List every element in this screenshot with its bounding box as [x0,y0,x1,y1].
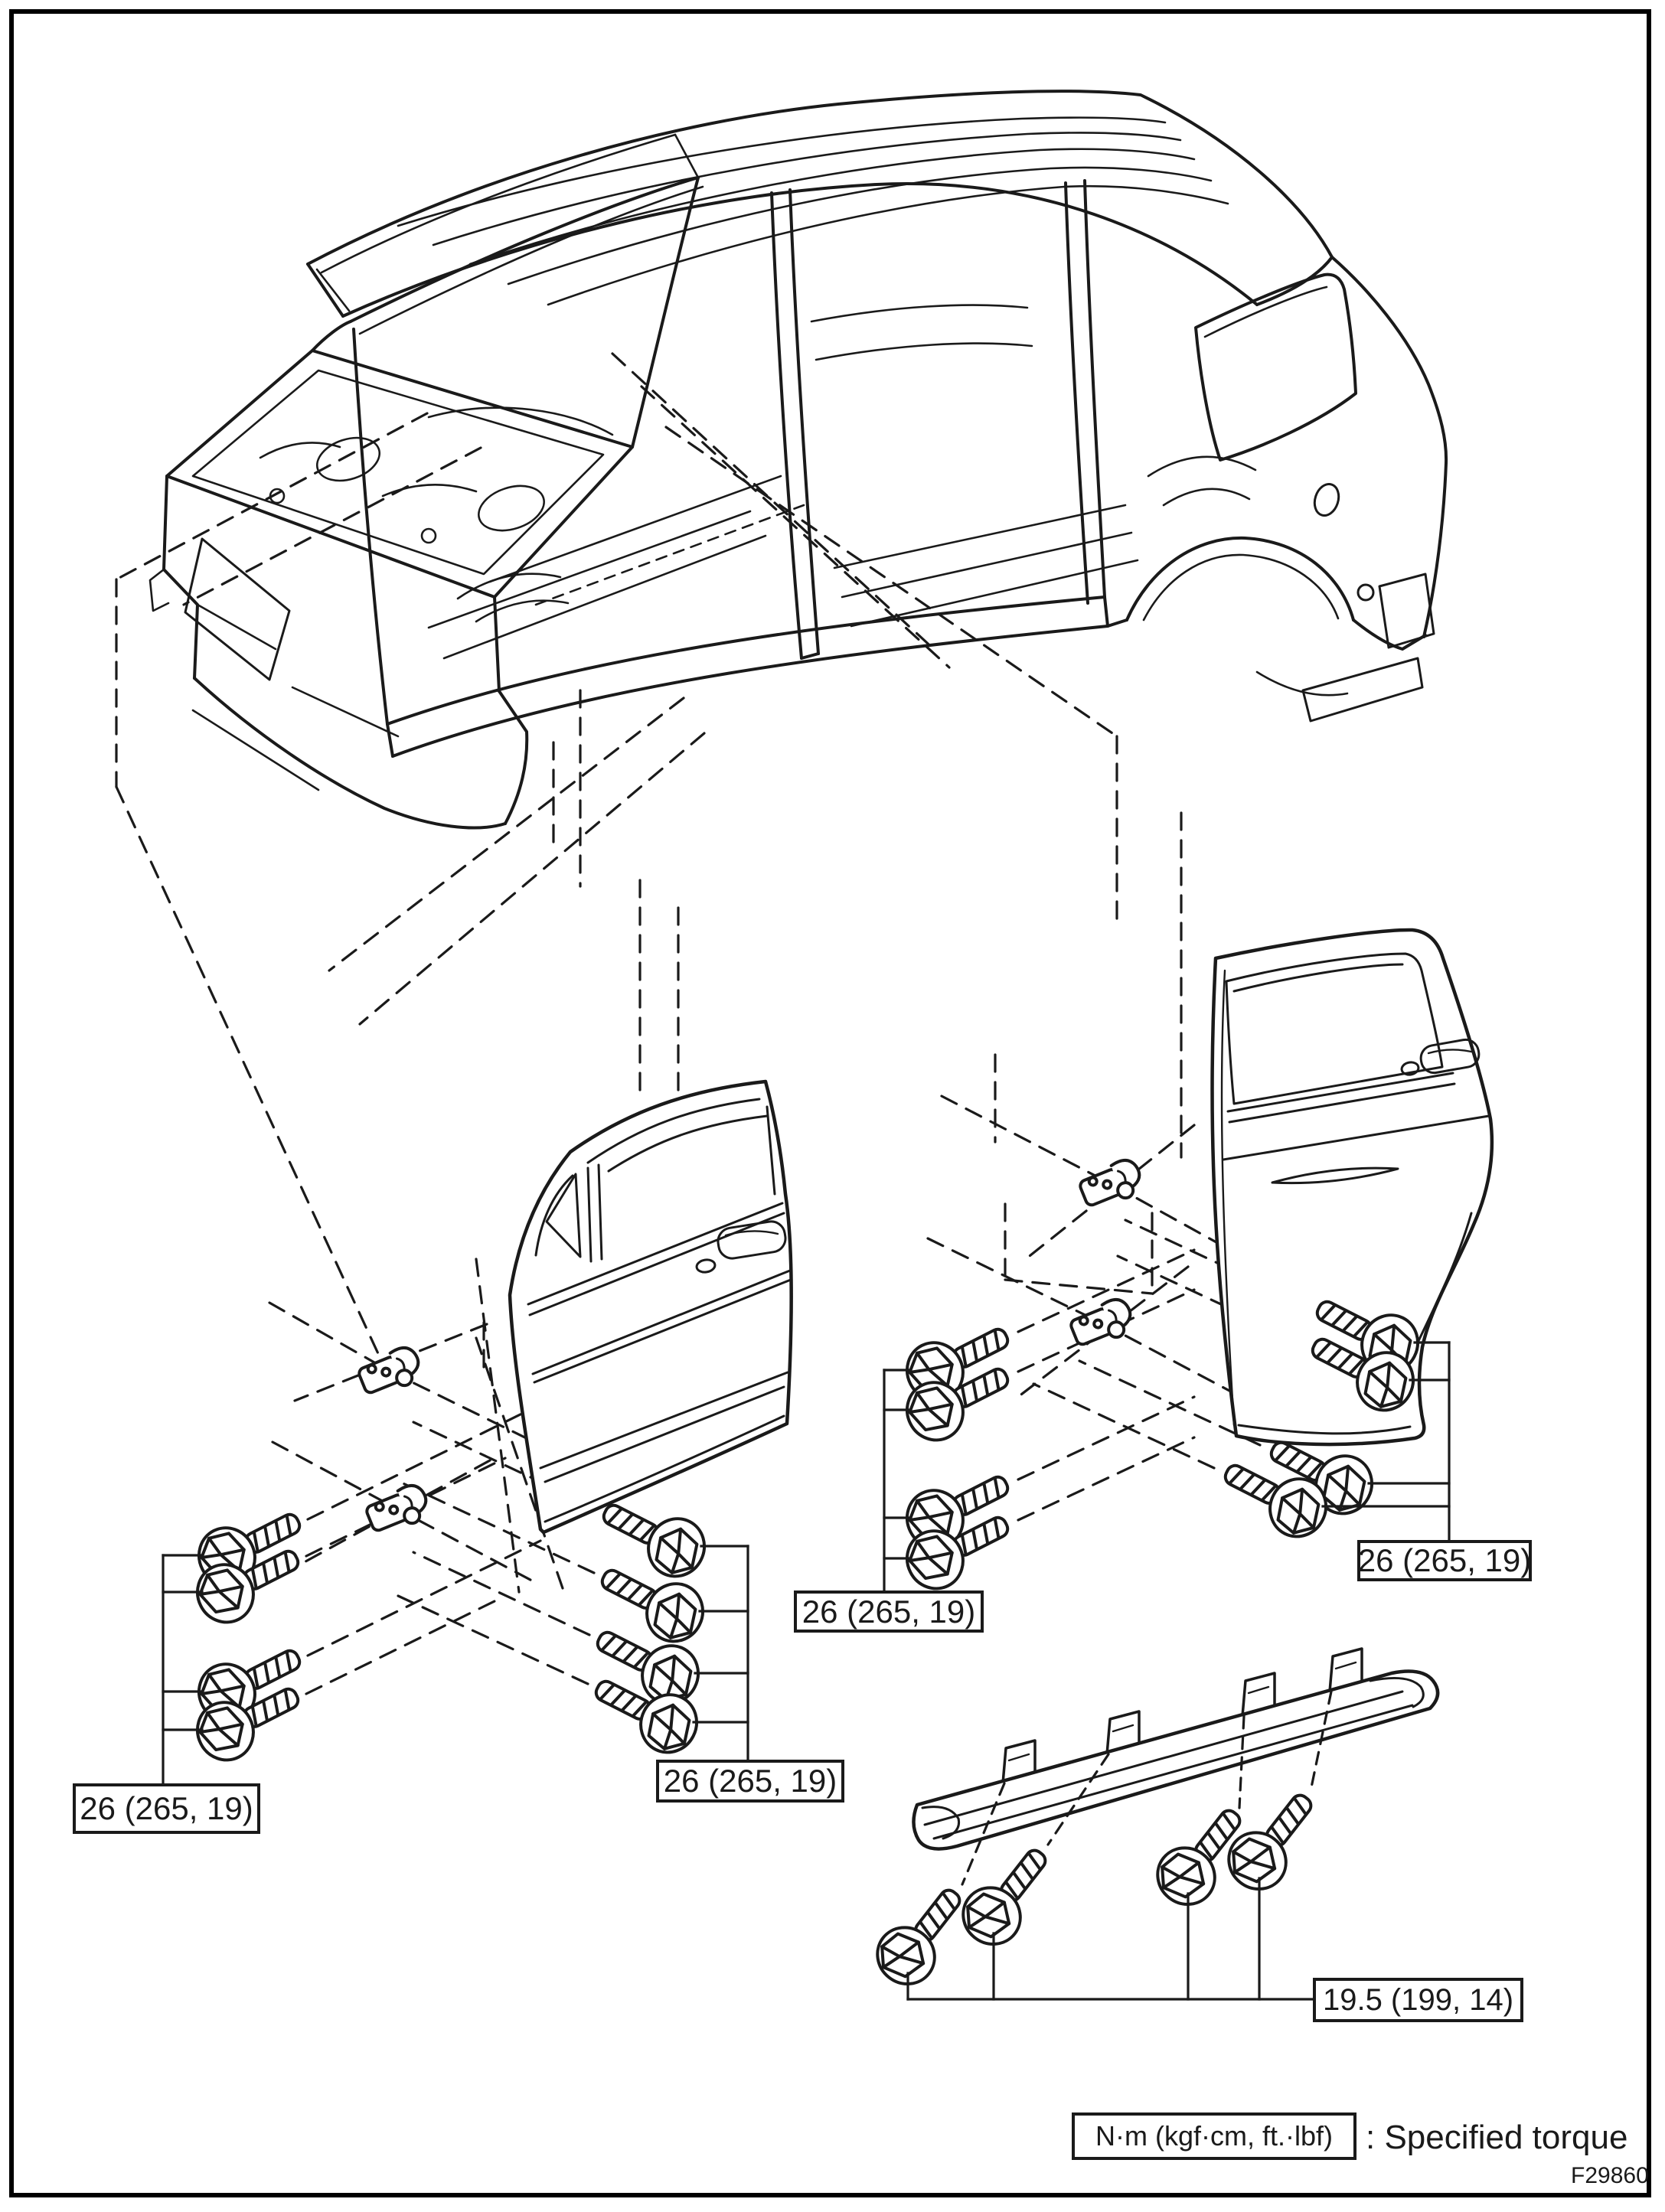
torque-callout-front-door-body-side: 26 (265, 19) [73,1783,260,1834]
bolt-icon [866,1875,978,1995]
torque-callout-rear-door-body-side: 26 (265, 19) [794,1590,984,1633]
running-board-illustration [913,1649,1438,1849]
bolt-icon [952,1835,1063,1956]
figure-number: F29860 [1571,2163,1649,2188]
front-door-lower-hinge [364,1484,429,1533]
rear-door-upper-hinge [1077,1159,1142,1208]
torque-callout-running-board: 19.5 (199, 14) [1313,1978,1523,2022]
torque-callout-rear-door-door-side: 26 (265, 19) [1357,1540,1532,1581]
front-door-illustration [510,1082,792,1532]
torque-callout-front-door-door-side: 26 (265, 19) [656,1760,844,1803]
vehicle-body-illustration [150,91,1446,827]
torque-unit-box: N·m (kgf·cm, ft.·lbf) [1072,2112,1356,2160]
projection-lines [116,354,1306,1694]
bolt-icon [1217,1780,1329,1900]
torque-note: : Specified torque [1366,2119,1628,2156]
front-door-upper-hinge [356,1346,421,1395]
